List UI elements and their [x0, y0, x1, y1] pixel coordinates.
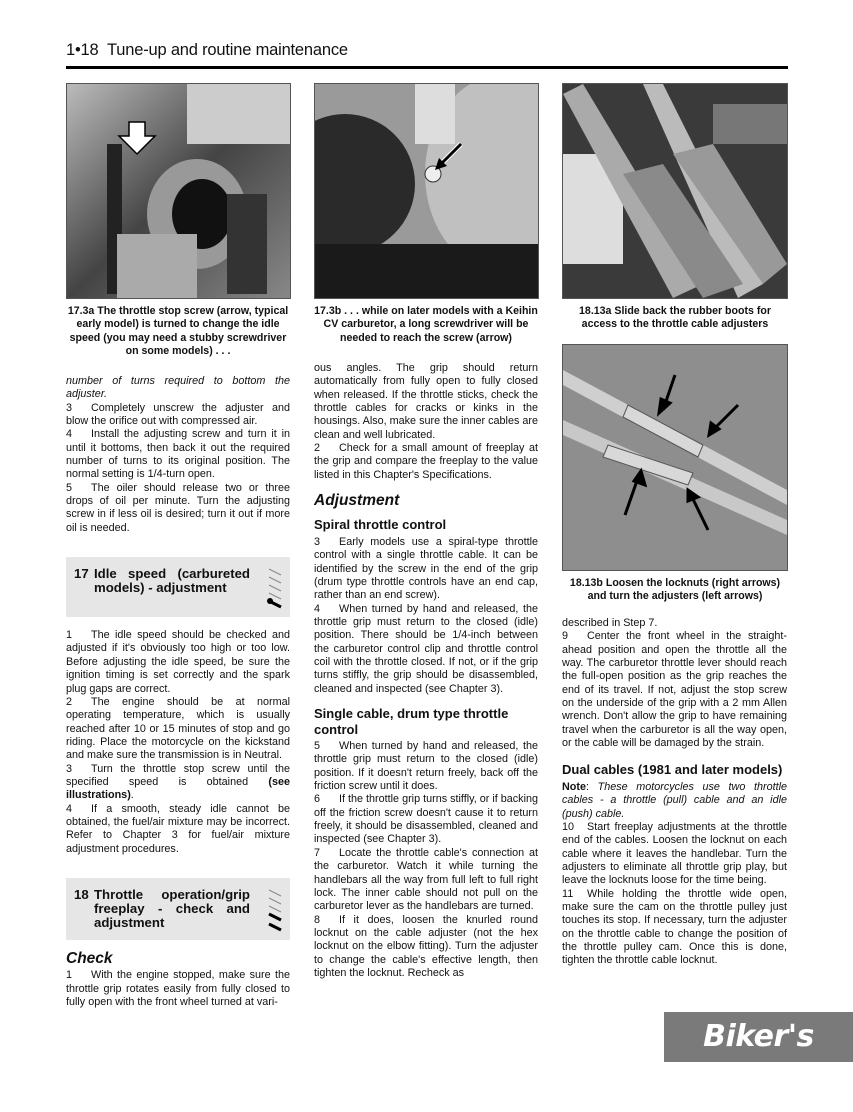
section-17-heading-box	[66, 557, 290, 617]
paragraph: 10 Start freeplay adjustments at the throttle end of the cables. Loosen the locknut on each cable where it leaves the handlebar. Turn the adjusters to eliminate all throttle grip play, but leave the locknuts loose for the time being.	[562, 820, 787, 887]
continued-text: number of turns required to bottom the adjuster.	[66, 375, 290, 401]
wrench-difficulty-1-icon	[266, 565, 284, 615]
paragraph: 6 If the throttle grip turns stiffly, or if backing off the friction screw doesn't cause it to return freely, it should be disassembled, cleaned and inspected (see Chapter 3).	[314, 793, 538, 846]
column-1	[66, 375, 290, 1009]
note-text: These motorcycles use two throttle cables - a throttle (pull) cable and an idle (push) cable.	[562, 780, 787, 820]
adjustment-heading: Adjustment	[314, 492, 400, 510]
header-rule	[66, 66, 788, 69]
note-label: Note	[562, 780, 586, 793]
section-number: 18	[74, 886, 89, 902]
paragraph: 1 The idle speed should be checked and adjusted if it's obviously too high or too low. Before adjusting the idle speed, be sure the ignition timing is set correctly and the spark plug gaps are correct.	[66, 629, 290, 695]
photo-17-3a	[66, 83, 291, 299]
dual-cables-heading: Dual cables (1981 and later models)	[562, 762, 783, 778]
paragraph: 2 The engine should be at normal operating temperature, which is usually reached after 10 or 15 minutes of stop and go riding. Place the motorcycle on the kickstand and make sure the transmission is in Neutral.	[66, 695, 290, 762]
paragraph: 1 With the engine stopped, make sure the throttle grip rotates easily from fully closed to fully open with the front wheel turned at vari-	[66, 969, 290, 1008]
drum-throttle-heading: Single cable, drum type throttle control	[314, 706, 509, 737]
paragraph: 4 Install the adjusting screw and turn it in until it bottoms, then back it out the required number of turns to its original position. The normal setting is 1/4-turn open.	[66, 428, 290, 481]
check-heading: Check	[66, 949, 113, 967]
caption-18-13b: 18.13b Loosen the locknuts (right arrows) and turn the adjusters (left arrows)	[569, 577, 781, 603]
note: Note: These motorcycles use two throttle cables - a throttle (pull) cable and an idle (push) cable.	[562, 780, 787, 820]
column-2	[314, 362, 538, 980]
section-number: 17	[74, 566, 89, 582]
photo-17-3b	[314, 83, 539, 299]
paragraph: 5 The oiler should release two or three drops of oil per minute. Turn the adjusting screw in if less oil is desired; turn it out if more oil is needed.	[66, 481, 290, 534]
column-3	[562, 617, 787, 968]
paragraph: 11 While holding the throttle wide open, make sure the cam on the throttle pulley just touches its stop. If necessary, turn the adjuster on the throttle cable to change the position of the throttle pulley cam. Once this is done, tighten the throttle cable locknut.	[562, 887, 787, 967]
section-title: Throttle operation/grip freeplay - check and adjustment	[94, 886, 250, 931]
paragraph: 3 Turn the throttle stop screw until the specified speed is obtained (see illustrations).	[66, 762, 290, 802]
paragraph: 8 If it does, loosen the knurled round locknut on the cable adjuster (not the hex locknut on the elbow fitting). Turn the adjuster to change the cable's effective length, then tighten the locknut. Recheck as	[314, 913, 538, 979]
wrench-difficulty-2-icon	[266, 886, 284, 936]
paragraph: 7 Locate the throttle cable's connection at the carburetor. Watch it while turning the handlebars all the way from full left to full right lock. The inner cable should not pull on the carburetor lever as the handlebars are turned.	[314, 846, 538, 913]
chapter-title: Tune-up and routine maintenance	[107, 41, 348, 59]
caption-18-13a: 18.13a Slide back the rubber boots for access to the throttle cable adjusters	[579, 305, 771, 331]
illustration-reference: (see illustrations)	[66, 775, 290, 802]
continued-text: described in Step 7.	[562, 617, 658, 629]
page-number: 1•18	[66, 41, 99, 59]
paragraph: 5 When turned by hand and released, the throttle grip must return to the closed (idle) position. If it doesn't return freely, back off the friction screw until it does.	[314, 740, 538, 793]
photo-18-13a	[562, 83, 788, 299]
paragraph: 9 Center the front wheel in the straight-ahead position and open the throttle all the way. The carburetor throttle lever should reach the full-open position as the grip reaches the end of its travel. If not, adjust the stop screw on the underside of the grip with a 2 mm Allen wrench. Don't allow the grip to have remaining travel when the carburetor is all the way open, or the cable will be damaged by the strain.	[562, 630, 787, 750]
photo-18-13b	[562, 344, 788, 571]
paragraph: 4 When turned by hand and released, the throttle grip must return to the closed (idle) position. There should be 1/4-inch between the carburetor control clip and throttle control coil with the throttle closed. If not, or if the grip turns stiffly, the grip should be disassembled, cleaned and inspected (see Chapter 3).	[314, 602, 538, 695]
section-title: Idle speed (carbureted models) - adjustment	[94, 566, 250, 596]
section-18-heading-box	[66, 878, 290, 940]
caption-17-3b: 17.3b . . . while on later models with a Keihin CV carburetor, a long screwdriver will be needed to reach the screw (arrow)	[314, 305, 538, 344]
bikers-store-watermark: Biker's Store	[664, 1012, 853, 1062]
paragraph: 4 If a smooth, steady idle cannot be obtained, the fuel/air mixture may be incorrect. Refer to Chapter 3 for fuel/air mixture adjustment procedures.	[66, 802, 290, 855]
caption-17-3a: 17.3a The throttle stop screw (arrow, typical early model) is turned to change the idle speed (you may need a stubby screwdriver on some models) . . .	[67, 305, 289, 357]
paragraph: 2 Check for a small amount of freeplay at the grip and compare the freeplay to the value listed in this Chapter's Specifications.	[314, 442, 538, 481]
paragraph: 3 Completely unscrew the adjuster and blow the orifice out with compressed air.	[66, 401, 290, 428]
continued-text: ous angles. The grip should return automatically from fully open to fully closed when released. If the throttle sticks, check the throttle cables for cracks or kinks in the housings. Also, make sure the inner cables are clean and well lubricated.	[314, 362, 538, 441]
spiral-throttle-heading: Spiral throttle control	[314, 517, 447, 533]
page-header	[66, 41, 348, 60]
paragraph: 3 Early models use a spiral-type throttle control with a single throttle cable. It can be identified by the screw in the end of the grip (drum type throttle controls have an end cap, rather than an end screw).	[314, 535, 538, 602]
